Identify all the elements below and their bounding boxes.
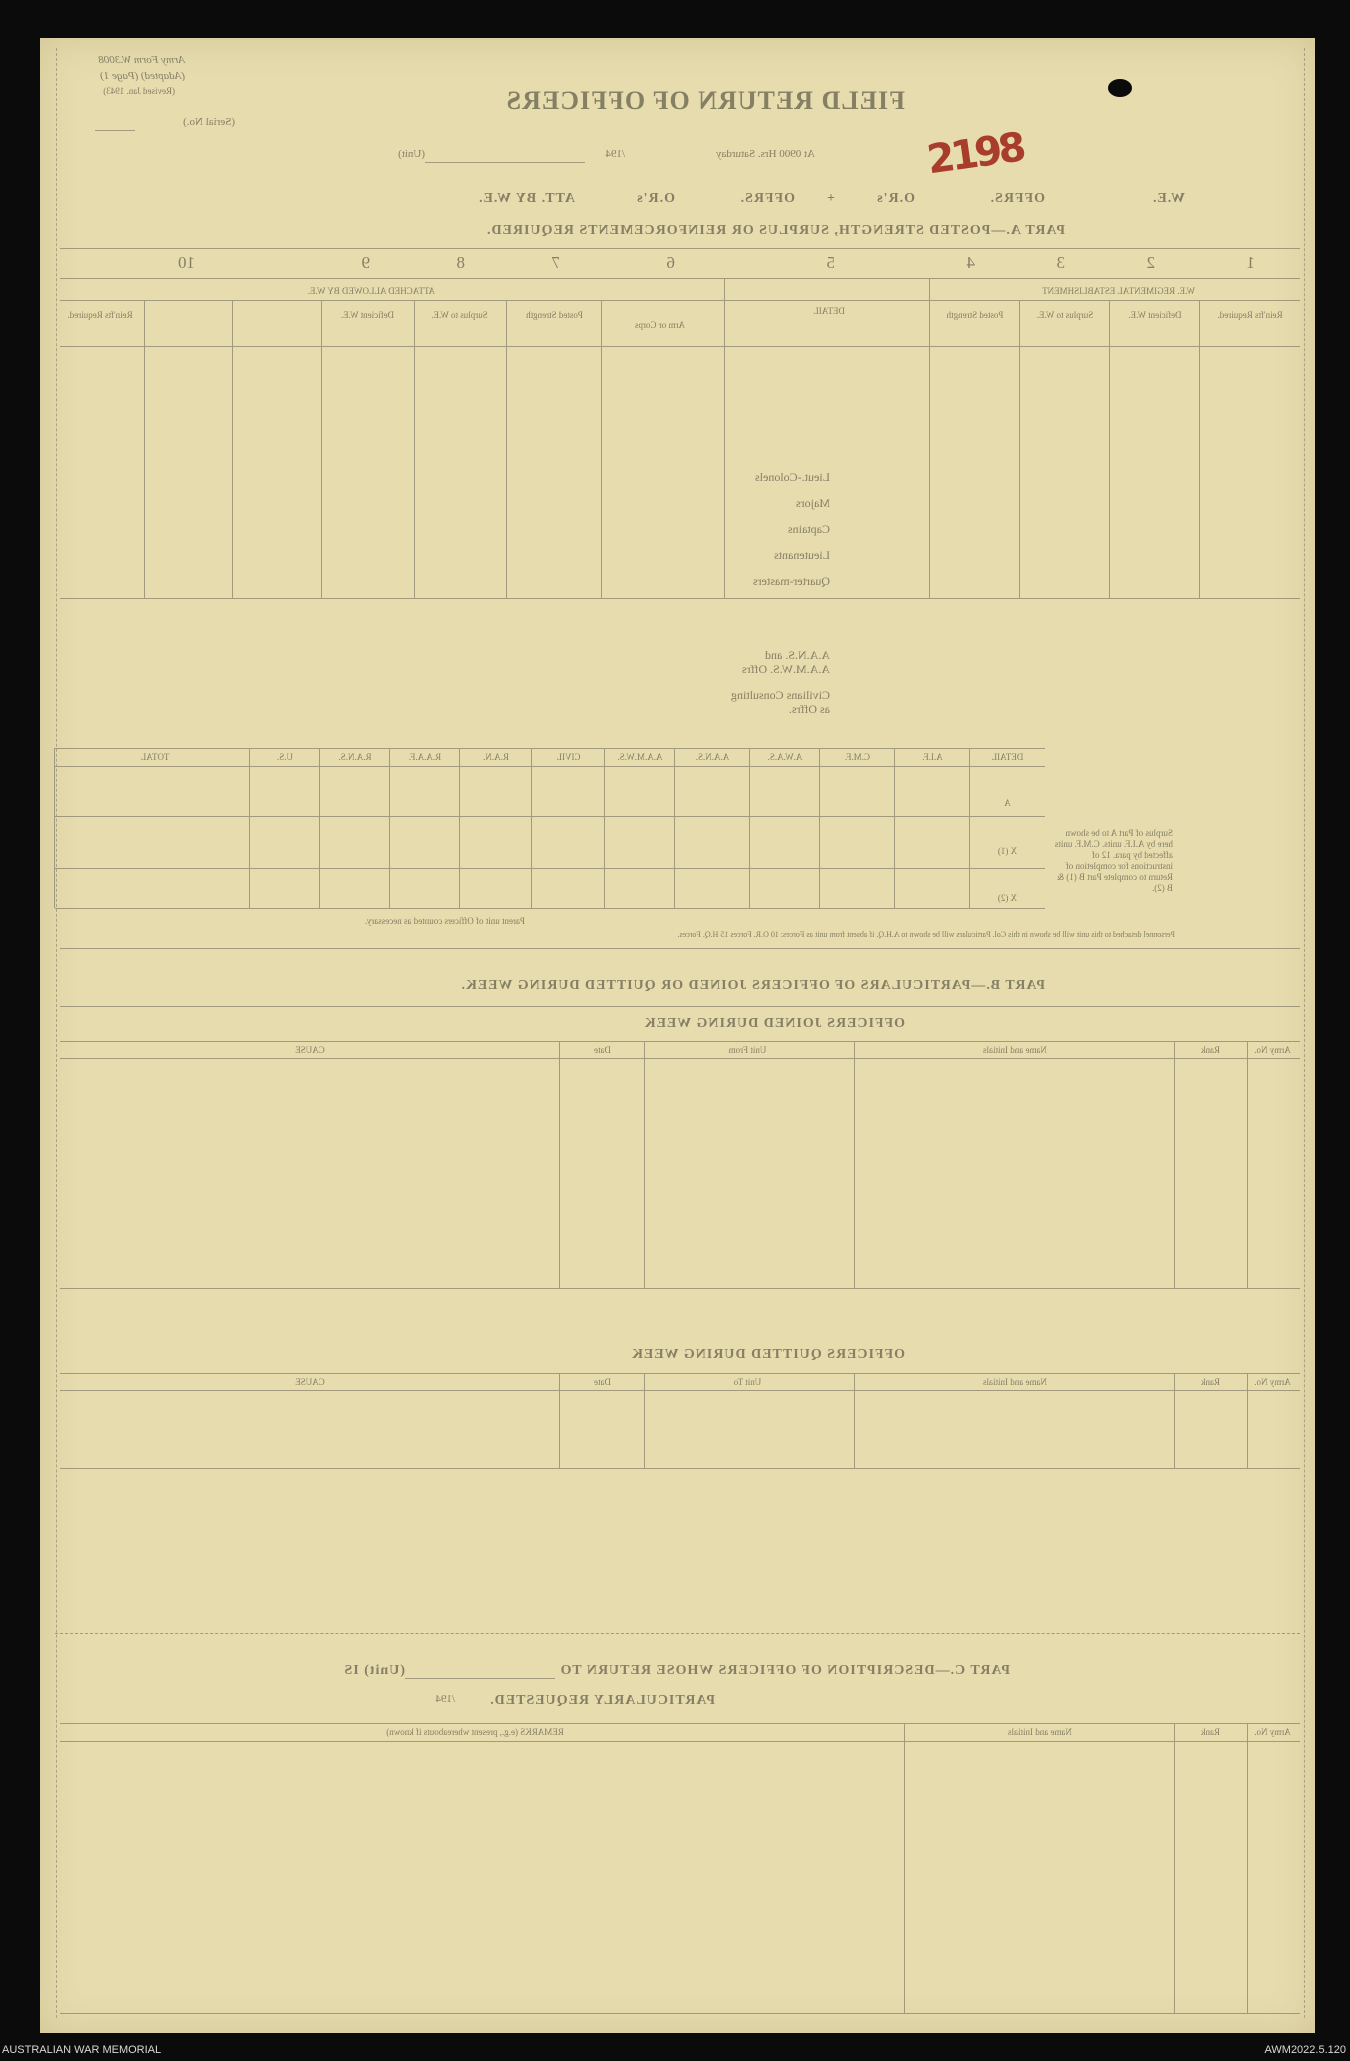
summary-aans: A.A.N.S. [695, 752, 730, 762]
summary-detail: DETAIL [991, 752, 1024, 762]
col-posted-right: Posted Strength [526, 310, 583, 320]
summary-raaf: R.A.A.F. [408, 752, 442, 762]
col-deficient-left: Deficient W.E. [1128, 310, 1182, 320]
handwritten-number: 2198 [924, 124, 1026, 184]
col-reinfts-left: Rein'fts Required. [1217, 310, 1283, 320]
rank-lieutenants: Lieutenants [774, 548, 830, 562]
offrs-label: OFFRS. [989, 191, 1045, 206]
joined-heading: OFFICERS JOINED DURING WEEK [643, 1016, 905, 1031]
summary-rans: R.A.N.S. [338, 752, 372, 762]
summary-total: TOTAL [140, 752, 170, 762]
bleed-through-form [40, 38, 1315, 2033]
footer-accession: AWM2022.5.120 [1264, 2044, 1346, 2056]
unit-label: (Unit) [398, 148, 425, 160]
col-num-3: 3 [1056, 253, 1065, 272]
summary-awas: A.W.A.S. [767, 752, 803, 762]
rank-aans-aamws: A.A.N.S. and A.A.M.W.S. Offrs [741, 648, 830, 676]
group-left-heading: W.E. REGIMENTAL ESTABLISHMENT [1042, 286, 1195, 296]
part-c-unit-is: (Unit) IS [343, 1663, 405, 1678]
form-sheet [40, 38, 1315, 2033]
col-arm-corps: Arm or Corps [635, 320, 685, 330]
att-by-we: ATT. BY W.E. [478, 191, 575, 206]
rank-quartermasters: Quarter-masters [752, 574, 830, 588]
part-c-heading: PART C.—DESCRIPTION OF OFFICERS WHOSE RETURN TO [559, 1663, 1010, 1678]
col-num-6: 6 [666, 253, 675, 272]
perforation-fold [55, 1633, 1300, 1634]
part-a-heading: PART A.—POSTED STRENGTH, SURPLUS OR REINFORCEMENTS REQUIRED. [485, 223, 1065, 238]
footnote-1: Parent unit of Officers counted as necessary. [365, 916, 525, 926]
joined-col-unit-from: Unit From [728, 1045, 767, 1055]
quitted-heading: OFFICERS QUITTED DURING WEEK [631, 1347, 905, 1362]
summary-us: U.S. [277, 752, 294, 762]
summary-row-x2: X (2) [997, 893, 1018, 903]
rank-civilians: Civilians Consulting as Offrs. [730, 688, 830, 716]
col-num-8: 8 [456, 253, 465, 272]
footnote-2: Personnel detached to this unit will be shown in this Col. Particulars will be shown to A.H.Q. if absent from unit as Forces: 10 O.R. Forces 15 H.Q. Forces. [677, 930, 1175, 939]
part-c-col-army-no: Army No. [1254, 1727, 1291, 1737]
summary-aamws: A.A.M.W.S. [617, 752, 663, 762]
joined-col-cause: CAUSE [295, 1045, 325, 1055]
form-title: FIELD RETURN OF OFFICERS [505, 86, 905, 115]
col-posted-left: Posted Strength [946, 310, 1004, 320]
detail-heading: DETAIL [813, 306, 845, 316]
joined-col-army-no: Army No. [1254, 1045, 1291, 1055]
joined-col-rank: Rank [1201, 1045, 1220, 1055]
summary-row-a: A [1004, 798, 1011, 808]
punch-hole [1108, 79, 1132, 97]
ors-label-2: O.R's [636, 191, 675, 206]
army-form-number: Army Form W.3008 [98, 54, 185, 66]
part-c-col-remarks: REMARKS (e.g., present whereabouts if known) [386, 1727, 564, 1737]
quitted-col-army-no: Army No. [1254, 1377, 1291, 1387]
serial-no: (Serial No.) [183, 116, 235, 128]
summary-side-note: Surplus of Part A to be shown here by A.I.F. units. C.M.F. units affected by para. 12 of instructions for completion of Return to complete Part B (1) & B (2). [1054, 828, 1173, 893]
summary-row-x1: X (1) [997, 846, 1018, 856]
quitted-col-date: Date [594, 1377, 611, 1387]
col-num-5: 5 [826, 253, 835, 272]
summary-aif: A.I.F. [922, 752, 943, 762]
rank-lieut-colonels: Lieut.-Colonels [755, 470, 830, 484]
offrs-label-2: OFFRS. [739, 191, 795, 206]
part-c-year: /194 [435, 1693, 455, 1705]
footer-institution: AUSTRALIAN WAR MEMORIAL [2, 2044, 162, 2056]
group-right-heading: ATTACHED ALLOWED BY W.E. [307, 286, 435, 296]
revised-note: (Revised Jan. 1943) [103, 86, 175, 96]
joined-col-date: Date [594, 1045, 611, 1055]
quitted-col-unit-to: Unit To [733, 1377, 762, 1387]
col-num-2: 2 [1146, 253, 1155, 272]
year-suffix: /194 [605, 148, 625, 160]
col-num-7: 7 [551, 253, 560, 272]
plus-sign: + [826, 191, 835, 206]
summary-civil: CIVIL [556, 752, 581, 762]
perforation-right [56, 48, 57, 2018]
we-label: W.E. [1151, 191, 1185, 206]
part-b-heading: PART B.—PARTICULARS OF OFFICERS JOINED OR QUITTED DURING WEEK. [460, 978, 1045, 993]
joined-col-name: Name and Initials [983, 1045, 1047, 1055]
col-num-4: 4 [966, 253, 975, 272]
summary-ran: R.A.N. [483, 752, 509, 762]
at-hours-line: At 0900 Hrs. Saturday [716, 148, 815, 160]
summary-cmf: C.M.F. [844, 752, 871, 762]
col-num-10: 10 [178, 253, 195, 272]
part-c-col-name: Name and Initials [1008, 1727, 1072, 1737]
part-c-col-rank: Rank [1201, 1727, 1220, 1737]
quitted-col-name: Name and Initials [983, 1377, 1047, 1387]
rank-majors: Majors [796, 496, 830, 510]
adapted-note: (Adapted) (Page 1) [100, 70, 185, 82]
col-num-9: 9 [361, 253, 370, 272]
perforation-left [1304, 48, 1305, 2018]
col-surplus-right: Surplus to W.E. [431, 310, 488, 320]
quitted-col-cause: CAUSE [295, 1377, 325, 1387]
col-reinfts-right: Rein'fts Required. [67, 310, 133, 320]
rank-captains: Captains [788, 522, 830, 536]
quitted-col-rank: Rank [1201, 1377, 1220, 1387]
col-deficient-right: Deficient W.E. [340, 310, 395, 320]
part-c-heading-2: PARTICULARLY REQUESTED. [489, 1693, 715, 1708]
col-surplus-left: Surplus to W.E. [1036, 310, 1094, 320]
col-num-1: 1 [1246, 253, 1255, 272]
ors-label: O.R's [876, 191, 915, 206]
